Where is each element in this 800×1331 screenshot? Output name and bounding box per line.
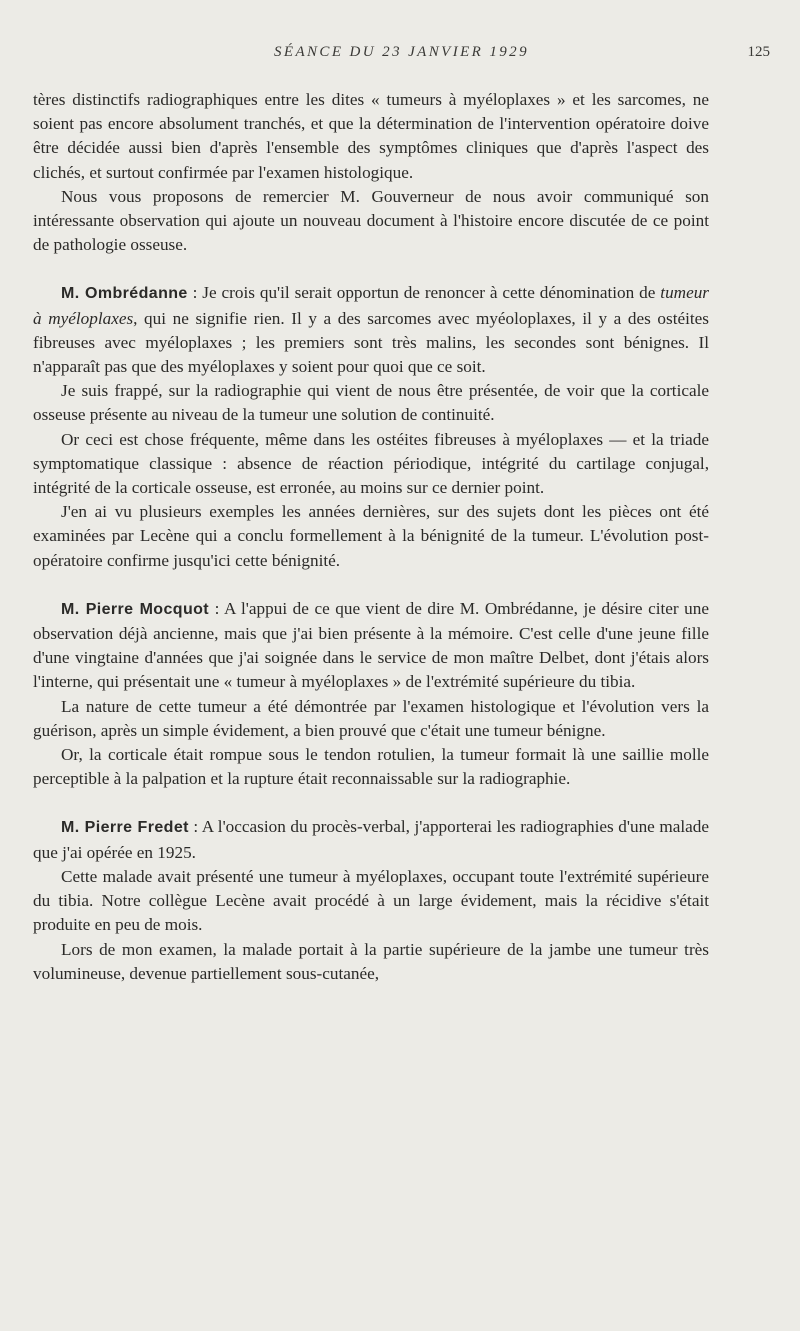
speaker-paragraph-fredet: [33, 815, 709, 864]
paragraph: tères distinctifs radiographiques entre les dites « tumeurs à myéloplaxes » et les sarcomes, ne soient pas encore absolument tranchés, et que la détermination de l'intervention opératoire doive être décidée aussi bien d'après l'ensemble des symptômes cliniques que d'après l'aspect des clichés, et surtout confirmée par l'examen histologique.: [33, 90, 709, 182]
paragraph-text: , qui ne signifie rien. Il y a des sarcomes avec myéoloplaxes, il y a des ostéites fibreuses avec myéloplaxes ; les premiers sont très malins, les secondes sont bénignes. Il n'apparaît pas que des myéloplaxes y soient pour quoi que ce soit.: [33, 308, 709, 377]
paragraph: Or ceci est chose fréquente, même dans les ostéites fibreuses à myéloplaxes — et la triade symptomatique classique : absence de réaction périodique, intégrité du cartilage conjugal, intégrité de la corticale osseuse, est erronée, au moins sur ce dernier point.: [33, 429, 709, 498]
speaker-name: M. Pierre Mocquot: [61, 600, 210, 618]
paragraph-text: : Je crois qu'il serait opportun de renoncer à cette dénomination de: [187, 283, 661, 303]
paragraph: Je suis frappé, sur la radiographie qui vient de nous être présentée, de voir que la corticale osseuse présente au niveau de la tumeur une solution de continuité.: [33, 381, 709, 425]
speaker-paragraph-mocquot: [33, 597, 709, 695]
paragraph: J'en ai vu plusieurs exemples les années dernières, sur des sujets dont les pièces ont été examinées par Lecène qui a conclu formellement à la bénignité de la tumeur. L'évolution post-opératoire confirme jusqu'ici cette bénignité.: [33, 502, 709, 570]
body-text: [33, 88, 709, 986]
running-head: [33, 44, 770, 68]
italic-term: tumeur à myéloplaxes: [33, 283, 709, 328]
running-title: SÉANCE DU 23 JANVIER 1929: [274, 44, 529, 60]
speaker-name: M. Ombrédanne: [61, 285, 188, 303]
speaker-name: M. Pierre Fredet: [61, 819, 189, 837]
paragraph: Cette malade avait présenté une tumeur à myéloplaxes, occupant toute l'extrémité supérieure du tibia. Notre collègue Lecène avait procédé à un large évidement, mais la récidive s'était produite en peu de mois.: [33, 866, 709, 935]
paragraph: La nature de cette tumeur a été démontrée par l'examen histologique et l'évolution vers la guérison, après un simple évidement, a bien prouvé que c'était une tumeur bénigne.: [33, 696, 709, 740]
paragraph: Or, la corticale était rompue sous le tendon rotulien, la tumeur formait là une saillie molle perceptible à la palpation et la rupture était reconnaissable sur la radiographie.: [33, 745, 709, 789]
page-number: 125: [747, 44, 770, 60]
paragraph: Nous vous proposons de remercier M. Gouverneur de nous avoir communiqué son intéressante observation qui ajoute un nouveau document à l'histoire encore discutée de ce point de pathologie osseuse.: [33, 186, 709, 255]
speaker-paragraph-ombredanne: [33, 281, 709, 379]
paragraph-text: : A l'occasion du procès-verbal, j'apporterai les radiographies d'une malade que j'ai opérée en 1925.: [33, 817, 709, 862]
paragraph: Lors de mon examen, la malade portait à la partie supérieure de la jambe une tumeur très volumineuse, devenue partiellement sous-cutanée,: [33, 939, 709, 983]
paragraph-text: : A l'appui de ce que vient de dire M. Ombrédanne, je désire citer une observation déjà ancienne, mais que j'ai bien présente à la mémoire. C'est celle d'une jeune fille d'une vingtaine d'années que j'ai soignée dans le service de mon maître Delbet, dont j'étais alors l'interne, qui présentait une « tumeur à myéloplaxes » de l'extrémité supérieure du tibia.: [33, 598, 709, 692]
